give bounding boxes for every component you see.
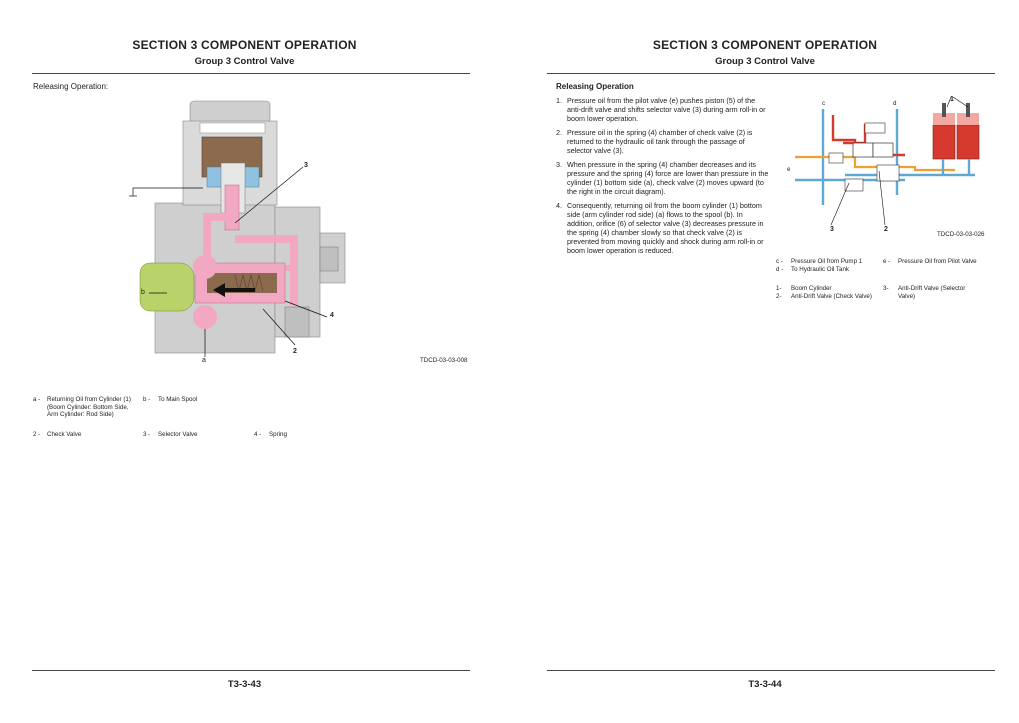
callout-4: 4 xyxy=(330,312,334,319)
releasing-steps-list xyxy=(556,96,771,260)
step-number: 3. xyxy=(556,160,562,169)
figure-code: TDCD-03-03-008 xyxy=(420,357,468,364)
callout-c: c xyxy=(822,100,826,107)
legend-text: Selector Valve xyxy=(158,431,198,438)
list-item xyxy=(556,96,771,123)
legend-key: 3 - xyxy=(143,431,151,438)
subheading: Releasing Operation xyxy=(556,82,634,91)
legend-text: Returning Oil from Cylinder (1) (Boom Cylinder: Bottom Side, Arm Cylinder: Rod Side) xyxy=(47,396,131,419)
legend-key: 2- xyxy=(776,293,782,300)
step-text: When pressure in the spring (4) chamber decreases and its pressure and the spring (4) force are lower than pressure in the cylinder (1) bottom side (a), check valve (2) moves upward (to the right in the circuit diagram). xyxy=(567,160,769,196)
footer-rule xyxy=(547,670,995,671)
legend-key: e - xyxy=(883,258,891,265)
step-number: 2. xyxy=(556,128,562,137)
page-number: T3-3-44 xyxy=(748,679,782,690)
legend-text: Pressure Oil from Pilot Valve xyxy=(898,258,977,265)
step-number: 4. xyxy=(556,201,562,210)
callout-b: b xyxy=(141,289,145,296)
callout-2: 2 xyxy=(884,226,888,233)
legend-text: Check Valve xyxy=(47,431,82,438)
callout-3: 3 xyxy=(304,162,308,169)
legend-text: Anti-Drift Valve (Selector Valve) xyxy=(898,285,966,300)
callout-a: a xyxy=(202,357,206,364)
step-text: Pressure oil from the pilot valve (e) pushes piston (5) of the anti-drift valve and shifts selector valve (3) during arm roll-in or boom lower operation. xyxy=(567,96,766,123)
page-number: T3-3-43 xyxy=(227,679,262,690)
legend-key: 1- xyxy=(776,285,782,292)
step-text: Consequently, returning oil from the boom cylinder (1) bottom side (arm cylinder rod side) (a) flows to the spool (b). In addition, orifice (6) of selector valve (3) decreases pressure in the spring (4) chamber slowly so that check valve (2) is prevented from moving quickly and shock during arm roll-in or boom lower operation is reduced. xyxy=(567,201,764,255)
legend-text: Anti-Drift Valve (Check Valve) xyxy=(791,293,872,300)
hydraulic-circuit-diagram xyxy=(785,95,985,240)
legend-key: a - xyxy=(33,396,41,403)
section-title: SECTION 3 COMPONENT OPERATION xyxy=(652,38,878,52)
legend-key: d - xyxy=(776,266,784,273)
callout-2: 2 xyxy=(293,348,297,355)
header-rule xyxy=(32,73,470,74)
list-item xyxy=(556,160,771,196)
legend-key: 2 - xyxy=(33,431,41,438)
header-rule xyxy=(547,73,995,74)
legend-text: To Hydraulic Oil Tank xyxy=(791,266,849,273)
list-item xyxy=(556,128,771,155)
section-title: SECTION 3 COMPONENT OPERATION xyxy=(132,38,357,52)
legend-key: 3- xyxy=(883,285,889,292)
callout-d: d xyxy=(893,100,897,107)
legend-text: Spring xyxy=(269,431,287,438)
check-valve-cross-section-diagram xyxy=(125,95,355,360)
left-page xyxy=(0,0,509,723)
legend-key: c - xyxy=(776,258,783,265)
legend-text: Boom Cylinder xyxy=(791,285,832,292)
legend-text: To Main Spool xyxy=(158,396,198,403)
subheading: Releasing Operation: xyxy=(33,82,109,91)
callout-3: 3 xyxy=(830,226,834,233)
legend-key: b - xyxy=(143,396,151,403)
step-text: Pressure oil in the spring (4) chamber of check valve (2) is returned to the hydraulic oil tank through the passage of selector valve (3). xyxy=(567,128,753,155)
legend-key: 4 - xyxy=(254,431,262,438)
list-item xyxy=(556,201,771,255)
group-title: Group 3 Control Valve xyxy=(715,56,815,67)
figure-code: TDCD-03-03-026 xyxy=(937,231,985,238)
group-title: Group 3 Control Valve xyxy=(194,56,295,67)
callout-e: e xyxy=(787,166,791,173)
step-number: 1. xyxy=(556,96,562,105)
legend-text: Pressure Oil from Pump 1 xyxy=(791,258,863,265)
callout-1: 1 xyxy=(950,96,954,103)
footer-rule xyxy=(32,670,470,671)
